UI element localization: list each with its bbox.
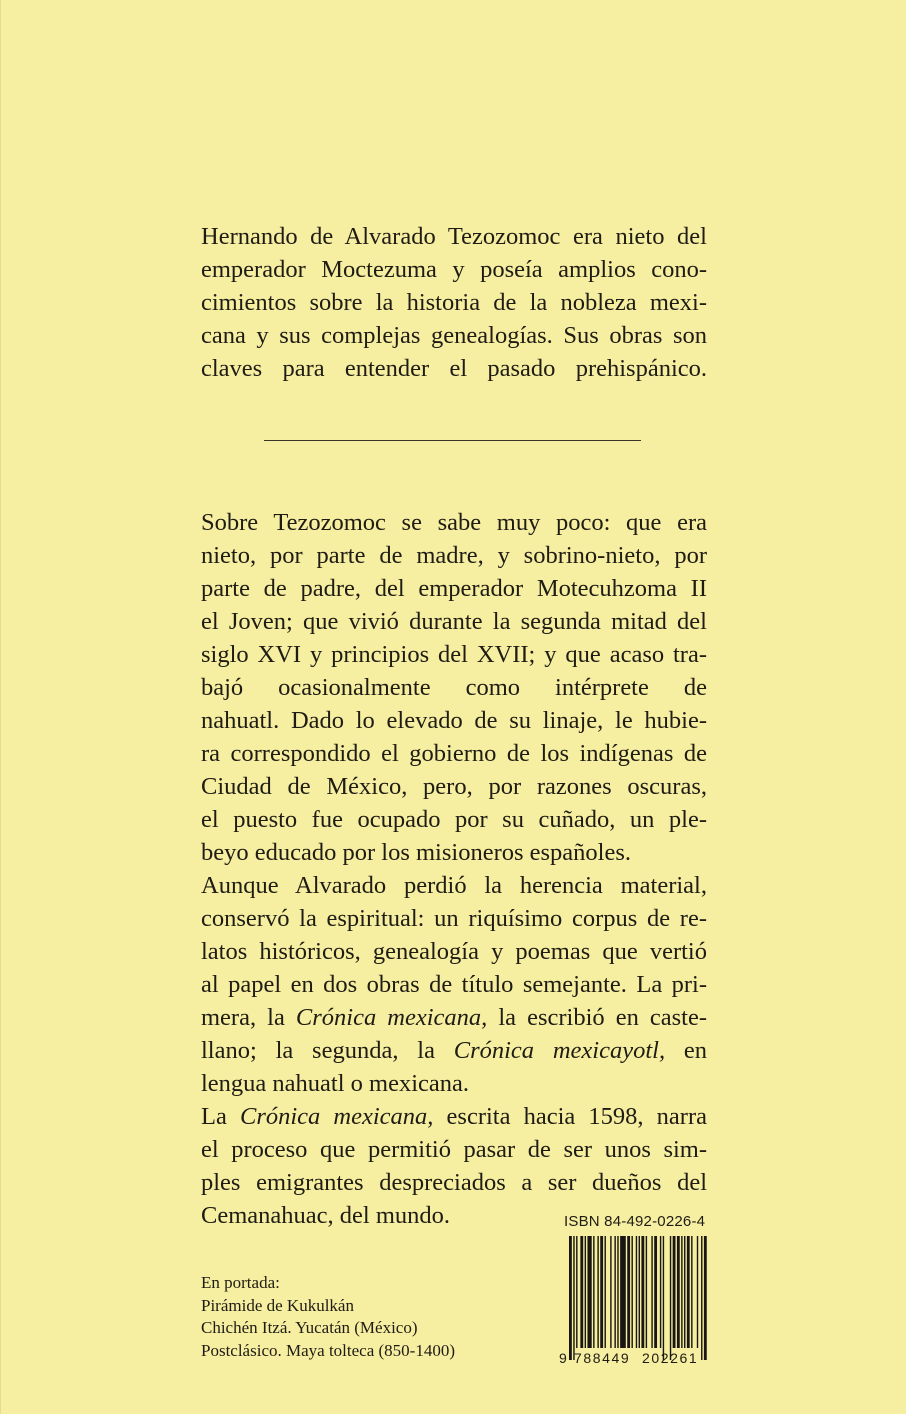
description-line: conservó la espiritual: un riquísimo corpus de re- xyxy=(201,905,707,932)
barcode-bar xyxy=(677,1236,680,1348)
intro-line: cimientos sobre la historia de la nobleza mexi- xyxy=(201,289,707,316)
barcode-bar xyxy=(587,1236,591,1348)
description-text: la escribió en caste- xyxy=(487,1004,708,1031)
book-title-italic: Crónica mexicana, xyxy=(239,1103,434,1130)
description-line: ra correspondido el gobierno de los indígenas de xyxy=(201,740,707,767)
barcode-bar xyxy=(684,1236,685,1348)
barcode-bar xyxy=(631,1236,632,1348)
description-line xyxy=(201,1034,707,1067)
barcode-bar xyxy=(670,1236,671,1360)
intro-line: claves para entender el pasado prehispánico. xyxy=(201,355,707,382)
section-divider xyxy=(264,440,641,441)
barcode-bar xyxy=(617,1236,618,1348)
barcode-first-digit: 9 xyxy=(559,1350,567,1366)
description-line: siglo XVI y principios del XVII; y que acaso tra- xyxy=(201,641,707,668)
barcode-left-group: 788449 xyxy=(574,1350,631,1366)
cover-credits xyxy=(201,1272,455,1362)
credits-line: Pirámide de Kukulkán xyxy=(201,1295,354,1315)
description-line: el proceso que permitió pasar de ser unos sim- xyxy=(201,1136,707,1163)
barcode-bar xyxy=(614,1236,615,1348)
description-line: Ciudad de México, pero, por razones oscuras, xyxy=(201,773,707,800)
intro-paragraph xyxy=(201,220,707,385)
barcode-bar xyxy=(627,1236,630,1348)
barcode-bar xyxy=(704,1236,707,1360)
barcode-bar xyxy=(687,1236,690,1348)
description-line: el Joven; que vivió durante la segunda mitad del xyxy=(201,608,707,635)
barcode-bar xyxy=(593,1236,594,1348)
description-line: Cemanahuac, del mundo. xyxy=(201,1202,451,1229)
credits-line: Postclásico. Maya tolteca (850-1400) xyxy=(201,1340,455,1360)
barcode-bar xyxy=(610,1236,611,1348)
book-title-italic: Crónica mexicana, xyxy=(295,1004,488,1031)
description-text: escrita hacia 1598, narra xyxy=(433,1103,707,1130)
barcode-bar xyxy=(641,1236,644,1348)
description-text: en xyxy=(665,1037,707,1064)
barcode-bar xyxy=(636,1236,637,1348)
credits-line: En portada: xyxy=(201,1273,280,1292)
description-line: el puesto fue ocupado por su cuñado, un ple- xyxy=(201,806,707,833)
description-text: mera, la xyxy=(201,1004,296,1031)
isbn-label: ISBN 84-492-0226-4 xyxy=(564,1213,706,1230)
barcode-bar xyxy=(597,1236,598,1348)
description-line: latos históricos, genealogía y poemas que vertió xyxy=(201,938,707,965)
intro-line: Hernando de Alvarado Tezozomoc era nieto del xyxy=(201,223,707,250)
barcode-bar xyxy=(663,1236,664,1360)
barcode-bar xyxy=(673,1236,676,1348)
description-line: ples emigrantes despreciados a ser dueños del xyxy=(201,1169,707,1196)
description-line: al papel en dos obras de título semejante. La pri- xyxy=(201,971,707,998)
barcode-bar xyxy=(600,1236,603,1348)
intro-line: cana y sus complejas genealogías. Sus obras son xyxy=(201,322,707,349)
isbn-barcode xyxy=(561,1236,711,1364)
barcode-bar xyxy=(681,1236,682,1348)
description-line: parte de padre, del emperador Motecuhzoma II xyxy=(201,575,707,602)
barcode-bar xyxy=(576,1236,577,1348)
barcode-bar xyxy=(573,1236,574,1360)
barcode-bar xyxy=(701,1236,702,1360)
barcode-bar xyxy=(651,1236,652,1348)
description-line: lengua nahuatl o mexicana. xyxy=(201,1070,470,1097)
description-line: Aunque Alvarado perdió la herencia material, xyxy=(201,872,707,899)
description-line: nahuatl. Dado lo elevado de su linaje, le hubie- xyxy=(201,707,707,734)
barcode-bar xyxy=(620,1236,626,1348)
intro-line: emperador Moctezuma y poseía amplios cono- xyxy=(201,256,707,283)
barcode-bar xyxy=(569,1236,572,1360)
barcode-bar xyxy=(660,1236,661,1348)
barcode-bars xyxy=(561,1236,711,1364)
description-line: Sobre Tezozomoc se sabe muy poco: que era xyxy=(201,509,707,536)
barcode-right-group: 202261 xyxy=(642,1350,699,1366)
barcode-bar xyxy=(639,1236,640,1348)
description-line: nieto, por parte de madre, y sobrino-nieto, por xyxy=(201,542,707,569)
description-text: llano; la segunda, la xyxy=(201,1037,454,1064)
description-line: bajó ocasionalmente como intérprete de xyxy=(201,674,707,701)
barcode-bar xyxy=(691,1236,692,1348)
barcode-bar xyxy=(646,1236,647,1348)
barcode-bar xyxy=(580,1236,583,1348)
book-title-italic: Crónica mexicayotl, xyxy=(453,1037,666,1064)
description-line xyxy=(201,1100,707,1133)
description-line: beyo educado por los misioneros españoles. xyxy=(201,839,632,866)
barcode-bar xyxy=(585,1236,586,1348)
barcode-bar xyxy=(654,1236,657,1348)
description-line xyxy=(201,1001,707,1034)
description-text: La xyxy=(201,1103,240,1130)
description-paragraph xyxy=(201,506,707,1232)
credits-line: Chichén Itzá. Yucatán (México) xyxy=(201,1318,418,1337)
barcode-bar xyxy=(697,1236,698,1348)
barcode-bar xyxy=(605,1236,606,1348)
